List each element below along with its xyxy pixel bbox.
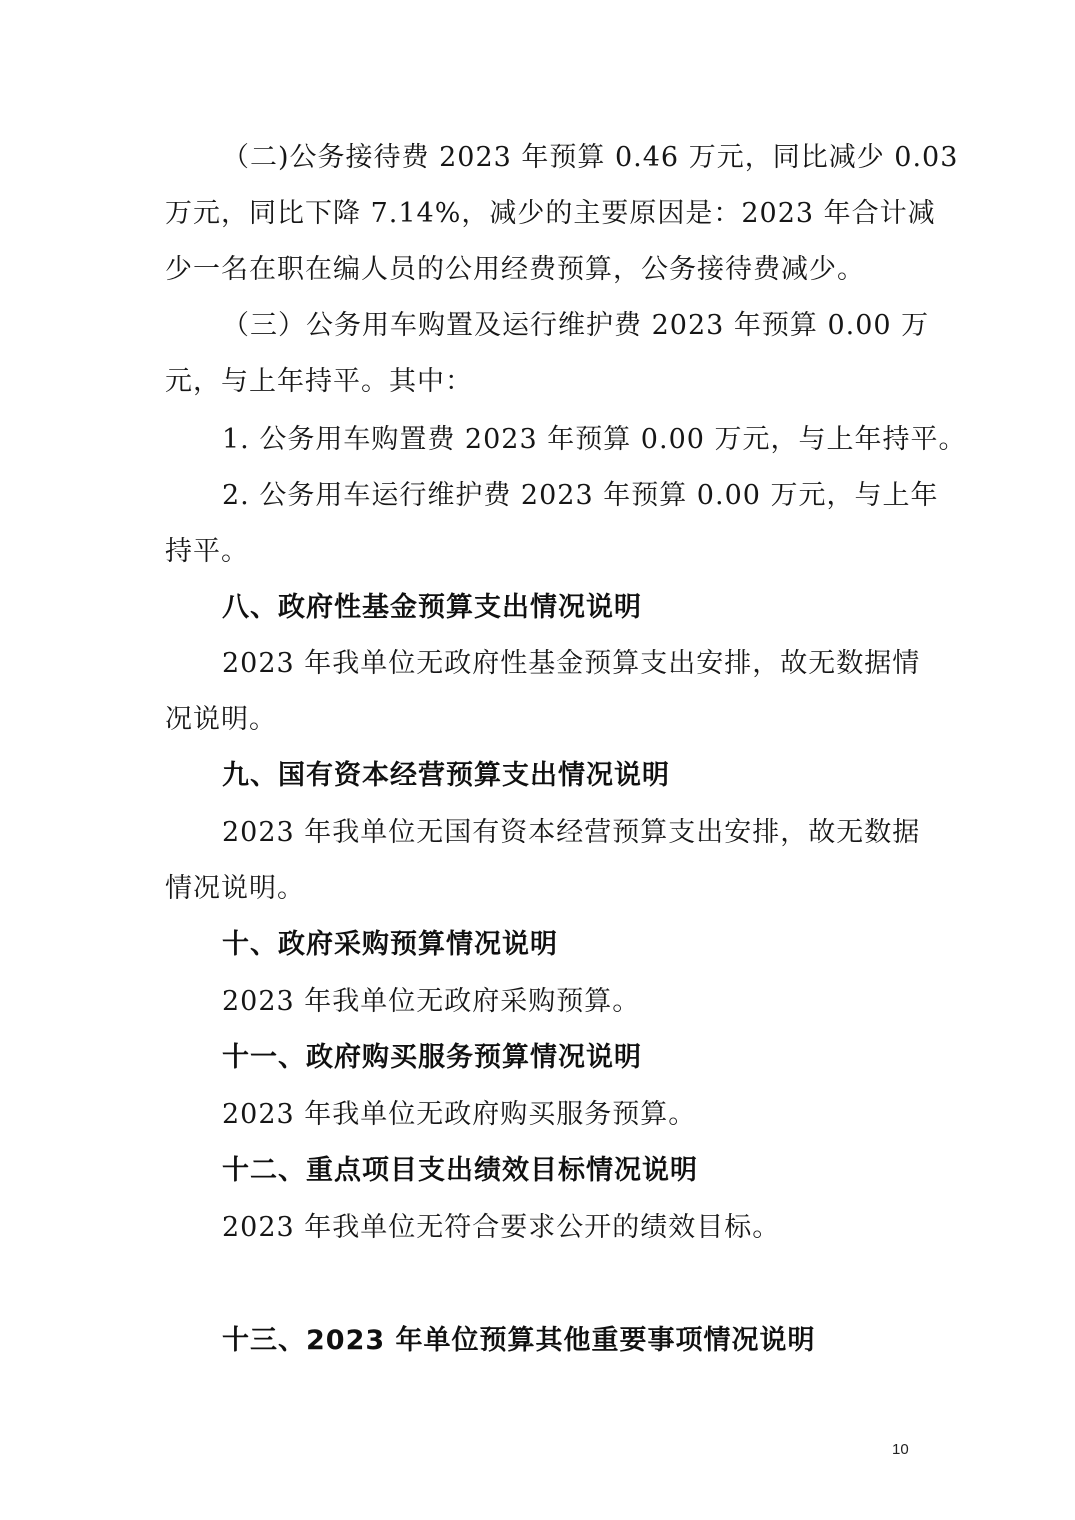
vehicle-purchase-line-1: 1. 公务用车购置费 2023 年预算 0.00 万元，与上年持平。 [222, 424, 967, 455]
section-body-line-1: 2023 年我单位无政府采购预算。 [222, 986, 641, 1017]
section-heading: 十二、重点项目支出绩效目标情况说明 [222, 1155, 698, 1186]
reception-fee-line-1: （二)公务接待费 2023 年预算 0.46 万元，同比减少 0.03 [222, 142, 959, 173]
section-body-line-1: 2023 年我单位无政府性基金预算支出安排，故无数据情 [222, 648, 921, 679]
section-heading: 十三、2023 年单位预算其他重要事项情况说明 [222, 1325, 816, 1356]
section-body-line-1: 2023 年我单位无国有资本经营预算支出安排，故无数据 [222, 817, 921, 848]
vehicle-maintenance-line-1: 2. 公务用车运行维护费 2023 年预算 0.00 万元，与上年 [222, 480, 939, 511]
vehicle-fee-line-2: 元，与上年持平。其中： [165, 366, 473, 397]
section-heading: 十、政府采购预算情况说明 [222, 929, 558, 960]
section-heading: 八、政府性基金预算支出情况说明 [222, 592, 642, 623]
vehicle-fee-line-1: （三）公务用车购置及运行维护费 2023 年预算 0.00 万 [222, 310, 930, 341]
section-heading: 九、国有资本经营预算支出情况说明 [222, 760, 670, 791]
section-heading: 十一、政府购买服务预算情况说明 [222, 1042, 642, 1073]
section-body-line-2: 情况说明。 [165, 873, 305, 904]
page-number: 10 [892, 1441, 909, 1458]
reception-fee-line-2: 万元，同比下降 7.14%，减少的主要原因是：2023 年合计减 [165, 198, 936, 229]
section-body-line-1: 2023 年我单位无符合要求公开的绩效目标。 [222, 1212, 781, 1243]
section-body-line-2: 况说明。 [165, 704, 277, 735]
reception-fee-line-3: 少一名在职在编人员的公用经费预算，公务接待费减少。 [165, 254, 865, 285]
vehicle-maintenance-line-2: 持平。 [165, 536, 249, 567]
section-body-line-1: 2023 年我单位无政府购买服务预算。 [222, 1099, 697, 1130]
